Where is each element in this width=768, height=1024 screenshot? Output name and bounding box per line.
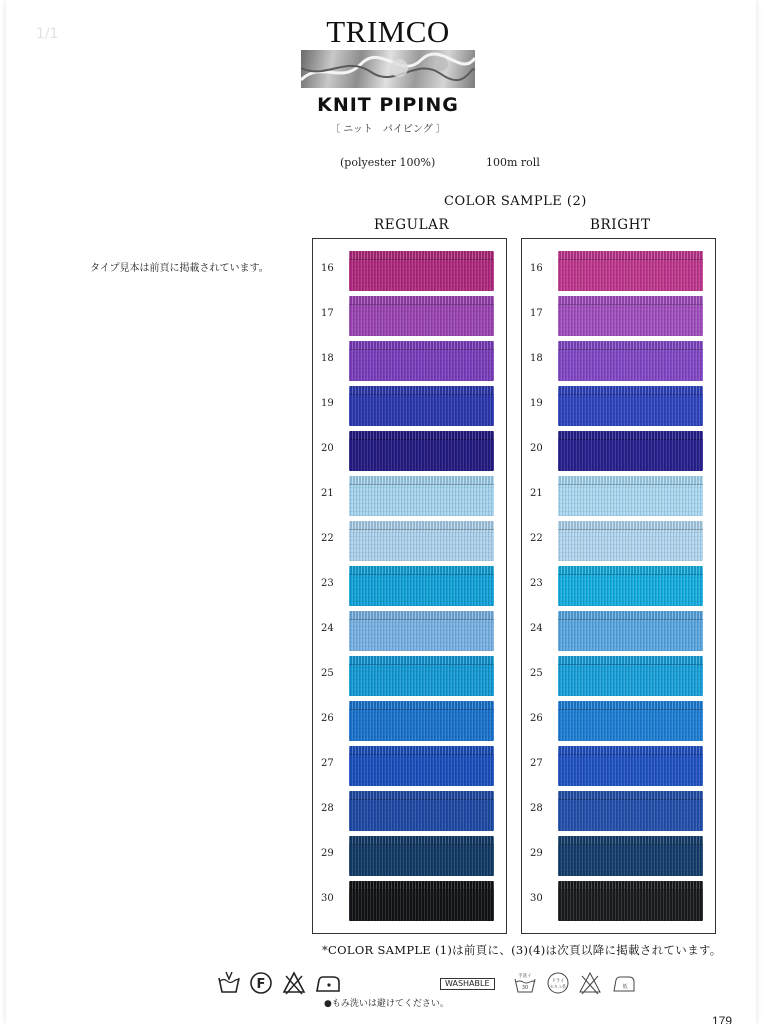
bright-swatch-number: 26 [530, 713, 543, 724]
bright-swatch-row-26 [522, 701, 715, 741]
bright-swatch-number: 24 [530, 623, 543, 634]
type-sample-note: タイプ見本は前頁に掲載されています。 [90, 263, 269, 274]
bright-swatch-row-18 [522, 341, 715, 381]
piping-cord [349, 656, 494, 665]
knit-flange [558, 575, 703, 606]
regular-swatch-panel [312, 238, 507, 934]
bright-swatch-row-20 [522, 431, 715, 471]
regular-color-swatch-19 [349, 386, 494, 426]
piping-cord [558, 341, 703, 350]
piping-cord [558, 656, 703, 665]
piping-cord [558, 476, 703, 485]
bright-swatch-number: 17 [530, 308, 543, 319]
piping-cord [349, 476, 494, 485]
svg-text:手洗イ: 手洗イ [518, 974, 532, 979]
knit-flange [558, 710, 703, 741]
piping-cord [558, 836, 703, 845]
regular-color-swatch-29 [349, 836, 494, 876]
knit-flange [349, 620, 494, 651]
bright-color-swatch-22 [558, 521, 703, 561]
regular-swatch-row-24 [313, 611, 506, 651]
bright-swatch-row-17 [522, 296, 715, 336]
bright-swatch-number: 30 [530, 893, 543, 904]
wash-tub-icon [513, 970, 537, 996]
knit-flange [349, 350, 494, 381]
piping-cord [349, 431, 494, 440]
knit-flange [558, 620, 703, 651]
regular-swatch-row-21 [313, 476, 506, 516]
piping-cord [558, 431, 703, 440]
bright-color-swatch-20 [558, 431, 703, 471]
bright-column-heading: BRIGHT [590, 217, 651, 233]
spec-roll-length: 100m roll [486, 156, 540, 169]
piping-cord [558, 521, 703, 530]
piping-cord [349, 566, 494, 575]
svg-text:ドライ: ドライ [551, 979, 565, 984]
bright-swatch-number: 27 [530, 758, 543, 769]
piping-cord [558, 791, 703, 800]
knit-flange [349, 890, 494, 921]
knit-flange [349, 395, 494, 426]
regular-color-swatch-22 [349, 521, 494, 561]
bright-swatch-number: 22 [530, 533, 543, 544]
care-note: ●もみ洗いは避けてください。 [324, 999, 449, 1009]
color-sample-title: COLOR SAMPLE (2) [444, 194, 587, 209]
regular-swatch-number: 25 [321, 668, 334, 679]
knit-flange [558, 800, 703, 831]
bright-color-swatch-25 [558, 656, 703, 696]
knit-flange [558, 305, 703, 336]
regular-swatch-number: 29 [321, 848, 334, 859]
piping-cord [349, 701, 494, 710]
regular-swatch-number: 17 [321, 308, 334, 319]
regular-swatch-row-29 [313, 836, 506, 876]
knit-flange [558, 395, 703, 426]
regular-swatch-row-16 [313, 251, 506, 291]
regular-color-swatch-18 [349, 341, 494, 381]
bright-swatch-row-24 [522, 611, 715, 651]
spec-material: (polyester 100%) [340, 156, 436, 169]
knit-flange [558, 755, 703, 786]
bright-swatch-row-16 [522, 251, 715, 291]
piping-cord [349, 611, 494, 620]
bright-swatch-number: 23 [530, 578, 543, 589]
regular-swatch-number: 20 [321, 443, 334, 454]
piping-cord [349, 386, 494, 395]
regular-color-swatch-21 [349, 476, 494, 516]
bright-swatch-number: 28 [530, 803, 543, 814]
regular-swatch-number: 19 [321, 398, 334, 409]
knit-flange [349, 665, 494, 696]
regular-color-swatch-27 [349, 746, 494, 786]
knit-flange [349, 485, 494, 516]
regular-swatch-number: 30 [321, 893, 334, 904]
product-title: KNIT PIPING [317, 94, 459, 116]
piping-cord [558, 296, 703, 305]
regular-swatch-number: 21 [321, 488, 334, 499]
bright-swatch-number: 18 [530, 353, 543, 364]
regular-swatch-row-30 [313, 881, 506, 921]
bright-color-swatch-23 [558, 566, 703, 606]
regular-swatch-row-18 [313, 341, 506, 381]
regular-swatch-row-23 [313, 566, 506, 606]
bright-swatch-row-19 [522, 386, 715, 426]
bright-swatch-row-27 [522, 746, 715, 786]
bright-color-swatch-17 [558, 296, 703, 336]
knit-flange [558, 665, 703, 696]
bright-swatch-row-21 [522, 476, 715, 516]
svg-text:セキユ系: セキユ系 [550, 984, 566, 989]
regular-swatch-number: 24 [321, 623, 334, 634]
bright-color-swatch-24 [558, 611, 703, 651]
regular-color-swatch-24 [349, 611, 494, 651]
bright-color-swatch-21 [558, 476, 703, 516]
knit-flange [558, 485, 703, 516]
bright-swatch-number: 29 [530, 848, 543, 859]
bright-swatch-row-23 [522, 566, 715, 606]
bright-swatch-number: 20 [530, 443, 543, 454]
regular-color-swatch-23 [349, 566, 494, 606]
piping-cord [349, 251, 494, 260]
piping-cord [558, 701, 703, 710]
piping-cord [349, 836, 494, 845]
bright-color-swatch-27 [558, 746, 703, 786]
knit-flange [349, 575, 494, 606]
piping-cord [349, 881, 494, 890]
bright-color-swatch-29 [558, 836, 703, 876]
bright-swatch-row-22 [522, 521, 715, 561]
regular-swatch-row-22 [313, 521, 506, 561]
regular-swatch-number: 23 [321, 578, 334, 589]
product-subtitle: 〔 ニット パイピング 〕 [330, 124, 446, 135]
piping-cord [349, 341, 494, 350]
regular-swatch-number: 27 [321, 758, 334, 769]
bright-color-swatch-19 [558, 386, 703, 426]
knit-flange [558, 845, 703, 876]
knit-flange [558, 260, 703, 291]
washable-label: WASHABLE [440, 978, 495, 990]
catalog-page [6, 0, 756, 1024]
bright-swatch-panel [521, 238, 716, 934]
knit-flange [349, 800, 494, 831]
svg-text:F: F [256, 977, 266, 992]
regular-color-swatch-17 [349, 296, 494, 336]
knit-flange [558, 350, 703, 381]
piping-cord [558, 386, 703, 395]
regular-swatch-row-19 [313, 386, 506, 426]
knit-flange [558, 890, 703, 921]
knit-flange [349, 440, 494, 471]
regular-color-swatch-16 [349, 251, 494, 291]
piping-cord [349, 521, 494, 530]
knit-flange [349, 710, 494, 741]
regular-color-swatch-30 [349, 881, 494, 921]
bright-color-swatch-30 [558, 881, 703, 921]
regular-color-swatch-25 [349, 656, 494, 696]
iron-low-icon [314, 970, 342, 996]
svg-text:低: 低 [622, 984, 628, 990]
no-bleach-icon [282, 970, 306, 996]
svg-text:30: 30 [521, 985, 529, 991]
knit-flange [349, 755, 494, 786]
bright-color-swatch-26 [558, 701, 703, 741]
bright-swatch-number: 21 [530, 488, 543, 499]
header-banner-image [301, 50, 475, 88]
regular-swatch-row-28 [313, 791, 506, 831]
hand-wash-icon [217, 970, 241, 996]
brand-logo: TRIMCO [326, 14, 450, 49]
regular-swatch-number: 16 [321, 263, 334, 274]
piping-cord [349, 791, 494, 800]
page-indicator: 1/1 [36, 26, 59, 42]
bright-color-swatch-16 [558, 251, 703, 291]
knit-flange [349, 530, 494, 561]
bright-swatch-number: 25 [530, 668, 543, 679]
knit-flange [558, 440, 703, 471]
piping-cord [558, 881, 703, 890]
iron-icon [612, 970, 636, 996]
knit-flange [349, 845, 494, 876]
regular-color-swatch-28 [349, 791, 494, 831]
piping-cord [349, 296, 494, 305]
regular-swatch-row-25 [313, 656, 506, 696]
regular-swatch-number: 22 [321, 533, 334, 544]
piping-cord [558, 611, 703, 620]
bright-color-swatch-18 [558, 341, 703, 381]
regular-swatch-row-20 [313, 431, 506, 471]
piping-cord [349, 746, 494, 755]
page-number: 179 [712, 1014, 733, 1024]
regular-color-swatch-20 [349, 431, 494, 471]
bright-swatch-number: 16 [530, 263, 543, 274]
knit-flange [558, 530, 703, 561]
bright-swatch-number: 19 [530, 398, 543, 409]
regular-swatch-row-17 [313, 296, 506, 336]
bright-swatch-row-29 [522, 836, 715, 876]
piping-cord [558, 746, 703, 755]
regular-swatch-number: 18 [321, 353, 334, 364]
regular-color-swatch-26 [349, 701, 494, 741]
dry-clean-f-icon [249, 970, 273, 996]
regular-swatch-row-27 [313, 746, 506, 786]
regular-column-heading: REGULAR [374, 217, 450, 233]
dry-clean-circle-icon [546, 970, 570, 996]
color-sample-footnote: *COLOR SAMPLE (1)は前頁に、(3)(4)は次頁以降に掲載されています。 [322, 943, 722, 957]
bright-swatch-row-30 [522, 881, 715, 921]
knit-flange [349, 305, 494, 336]
regular-swatch-number: 26 [321, 713, 334, 724]
no-tumble-icon [578, 970, 602, 996]
bright-color-swatch-28 [558, 791, 703, 831]
regular-swatch-number: 28 [321, 803, 334, 814]
piping-cord [558, 566, 703, 575]
bright-swatch-row-28 [522, 791, 715, 831]
piping-cord [558, 251, 703, 260]
regular-swatch-row-26 [313, 701, 506, 741]
bright-swatch-row-25 [522, 656, 715, 696]
knit-flange [349, 260, 494, 291]
